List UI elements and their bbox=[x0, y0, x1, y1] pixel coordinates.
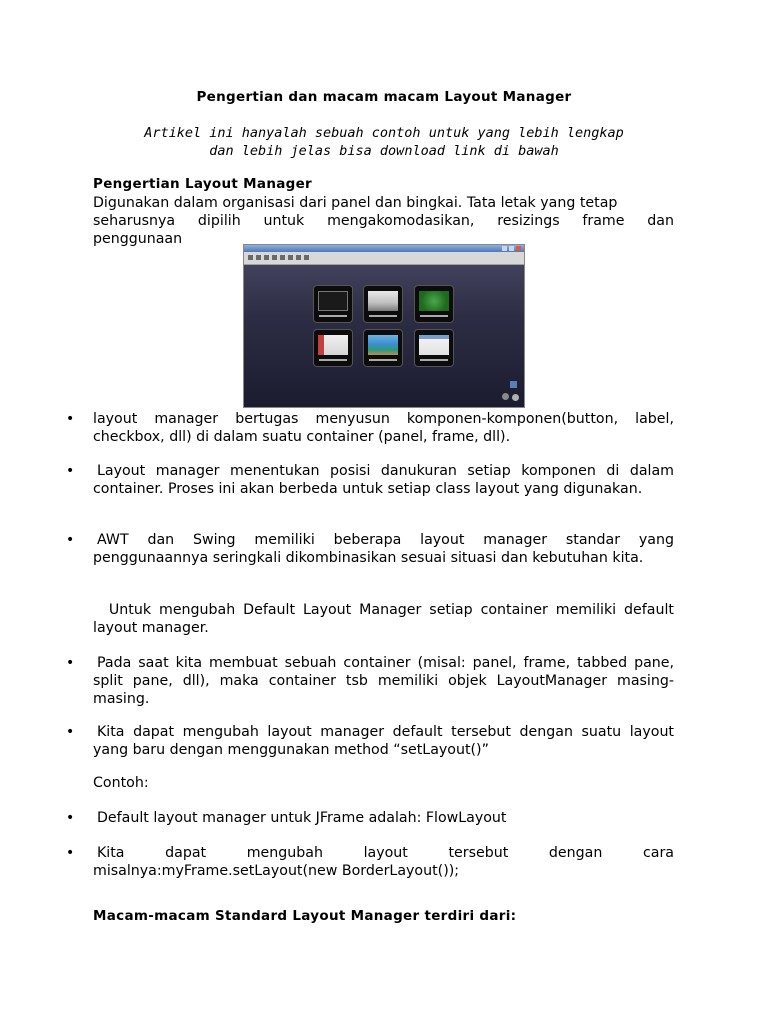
default-layout-paragraph: Untuk mengubah Default Layout Manager setiap container memiliki default layout manager. bbox=[93, 602, 679, 636]
close-icon bbox=[516, 246, 521, 251]
screenshot-tile bbox=[415, 330, 453, 366]
toolbar-icon bbox=[304, 255, 309, 260]
section1-paragraph bbox=[93, 194, 674, 248]
bullet-marker: • bbox=[66, 655, 75, 671]
bullet-item bbox=[93, 844, 674, 880]
bullet-marker: • bbox=[66, 845, 75, 861]
screenshot-toolbar bbox=[244, 252, 524, 265]
bullet-item: Default layout manager untuk JFrame adalah: FlowLayout bbox=[97, 810, 507, 826]
bullet-marker: • bbox=[66, 532, 75, 548]
intro-note: Artikel ini hanyalah sebuah contoh untuk yang lebih lengkap dan lebih jelas bisa download link di bawah bbox=[144, 125, 624, 159]
bullet-item: Layout manager menentukan posisi danukuran setiap komponen di dalam container. Proses ini akan berbeda untuk setiap class layout yang digunakan. bbox=[93, 463, 674, 497]
toolbar-icon bbox=[272, 255, 277, 260]
bullet-marker: • bbox=[66, 411, 75, 427]
bullet-item: layout manager bertugas menyusun komponen-komponen(button, label, checkbox, dll) di dalam suatu container (panel, frame, dll). bbox=[93, 411, 674, 445]
section1-paragraph-line1: Digunakan dalam organisasi dari panel dan bingkai. Tata letak yang tetap bbox=[93, 195, 618, 211]
bullet-marker: • bbox=[66, 724, 75, 740]
settings-icon bbox=[502, 393, 509, 400]
section-heading-pengertian: Pengertian Layout Manager bbox=[93, 176, 313, 192]
document-title: Pengertian dan macam macam Layout Manager bbox=[196, 89, 572, 105]
bullet-marker: • bbox=[66, 810, 75, 826]
bullet-item: Kita dapat mengubah layout manager default tersebut dengan suatu layout yang baru dengan menggunakan method “setLayout()” bbox=[93, 724, 674, 758]
screenshot-titlebar bbox=[244, 245, 524, 252]
bullet-marker: • bbox=[66, 463, 75, 479]
bullet-item-line1: Kita dapat mengubah layout tersebut dengan cara bbox=[97, 845, 674, 861]
bullet-item: Pada saat kita membuat sebuah container (misal: panel, frame, tabbed pane, split pane, dll), maka container tsb memiliki objek LayoutManager masing-masing. bbox=[93, 655, 674, 707]
help-icon bbox=[510, 381, 517, 388]
screenshot-tile bbox=[364, 286, 402, 322]
toolbar-icon bbox=[256, 255, 261, 260]
contoh-label: Contoh: bbox=[93, 775, 149, 791]
globe-icon bbox=[512, 394, 519, 401]
maximize-icon bbox=[509, 246, 514, 251]
section1-paragraph-line3: penggunaan bbox=[93, 231, 183, 247]
screenshot-tile bbox=[314, 330, 352, 366]
bullet-item-line2: misalnya:myFrame.setLayout(new BorderLayout()); bbox=[93, 863, 460, 879]
section1-paragraph-line2: seharusnya dipilih untuk mengakomodasikan, resizings frame dan bbox=[93, 213, 674, 229]
minimize-icon bbox=[502, 246, 507, 251]
toolbar-icon bbox=[296, 255, 301, 260]
section-heading-macam: Macam-macam Standard Layout Manager terdiri dari: bbox=[93, 908, 517, 924]
screenshot-tile bbox=[314, 286, 352, 322]
bullet-item: AWT dan Swing memiliki beberapa layout manager standar yang penggunaannya seringkali dikombinasikan sesuai situasi dan kebutuhan kita. bbox=[93, 532, 674, 566]
screenshot-tile bbox=[415, 286, 453, 322]
screenshot-tile bbox=[364, 330, 402, 366]
toolbar-icon bbox=[264, 255, 269, 260]
toolbar-icon bbox=[280, 255, 285, 260]
toolbar-icon bbox=[288, 255, 293, 260]
layout-manager-screenshot bbox=[244, 245, 524, 407]
toolbar-icon bbox=[248, 255, 253, 260]
